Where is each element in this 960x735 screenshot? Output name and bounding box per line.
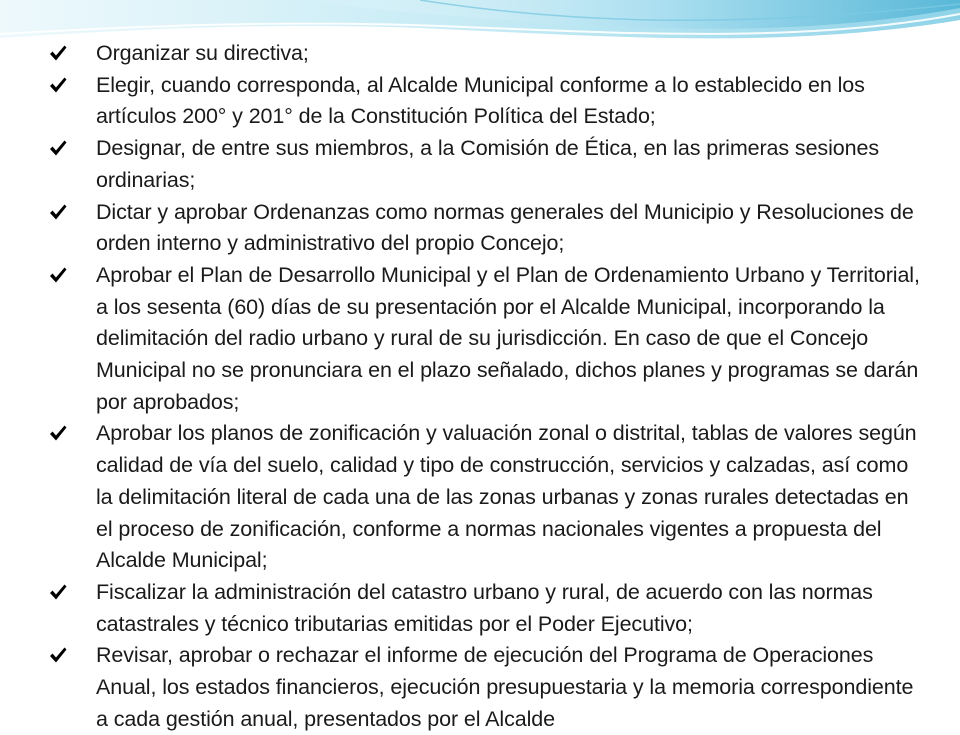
bullet-list <box>0 38 960 735</box>
check-icon <box>48 265 68 285</box>
list-item <box>0 260 960 419</box>
list-item <box>0 38 960 70</box>
list-item-text: Revisar, aprobar o rechazar el informe de ejecución del Programa de Operaciones Anual, los estados financieros, ejecución presupuestaria y la memoria correspondiente a cada gestión anual, presentados por el Alcalde <box>96 643 914 731</box>
check-icon <box>48 138 68 158</box>
list-item-text: Dictar y aprobar Ordenanzas como normas generales del Municipio y Resoluciones de orden interno y administrativo del propio Concejo; <box>96 199 914 256</box>
list-item-text: Aprobar los planos de zonificación y valuación zonal o distrital, tablas de valores según calidad de vía del suelo, calidad y tipo de construcción, servicios y calzadas, así como la delimitación literal de cada una de las zonas urbanas y zonas rurales detectadas en el proceso de zonificación, conforme a normas nacionales vigentes a propuesta del Alcalde Municipal; <box>96 421 917 573</box>
check-icon <box>48 202 68 222</box>
list-item <box>0 70 960 133</box>
list-item <box>0 640 960 735</box>
list-item <box>0 577 960 640</box>
list-item <box>0 197 960 260</box>
check-icon <box>48 75 68 95</box>
list-item-text: Aprobar el Plan de Desarrollo Municipal y el Plan de Ordenamiento Urbano y Territorial, a los sesenta (60) días de su presentación por el Alcalde Municipal, incorporando la delimitación del radio urbano y rural de su jurisdicción. En caso de que el Concejo Municipal no se pronunciara en el plazo señalado, dichos planes y programas se darán por aprobados; <box>96 262 920 414</box>
check-icon <box>48 582 68 602</box>
check-icon <box>48 645 68 665</box>
list-item <box>0 418 960 577</box>
list-item-text: Fiscalizar la administración del catastro urbano y rural, de acuerdo con las normas catastrales y técnico tributarias emitidas por el Poder Ejecutivo; <box>96 579 873 636</box>
list-item-text: Designar, de entre sus miembros, a la Comisión de Ética, en las primeras sesiones ordinarias; <box>96 136 879 192</box>
check-icon <box>48 43 68 63</box>
list-item-text: Elegir, cuando corresponda, al Alcalde Municipal conforme a lo establecido en los artículos 200° y 201° de la Constitución Política del Estado; <box>96 72 865 129</box>
list-item-text: Organizar su directiva; <box>96 41 309 65</box>
check-icon <box>48 423 68 443</box>
list-item <box>0 133 960 196</box>
